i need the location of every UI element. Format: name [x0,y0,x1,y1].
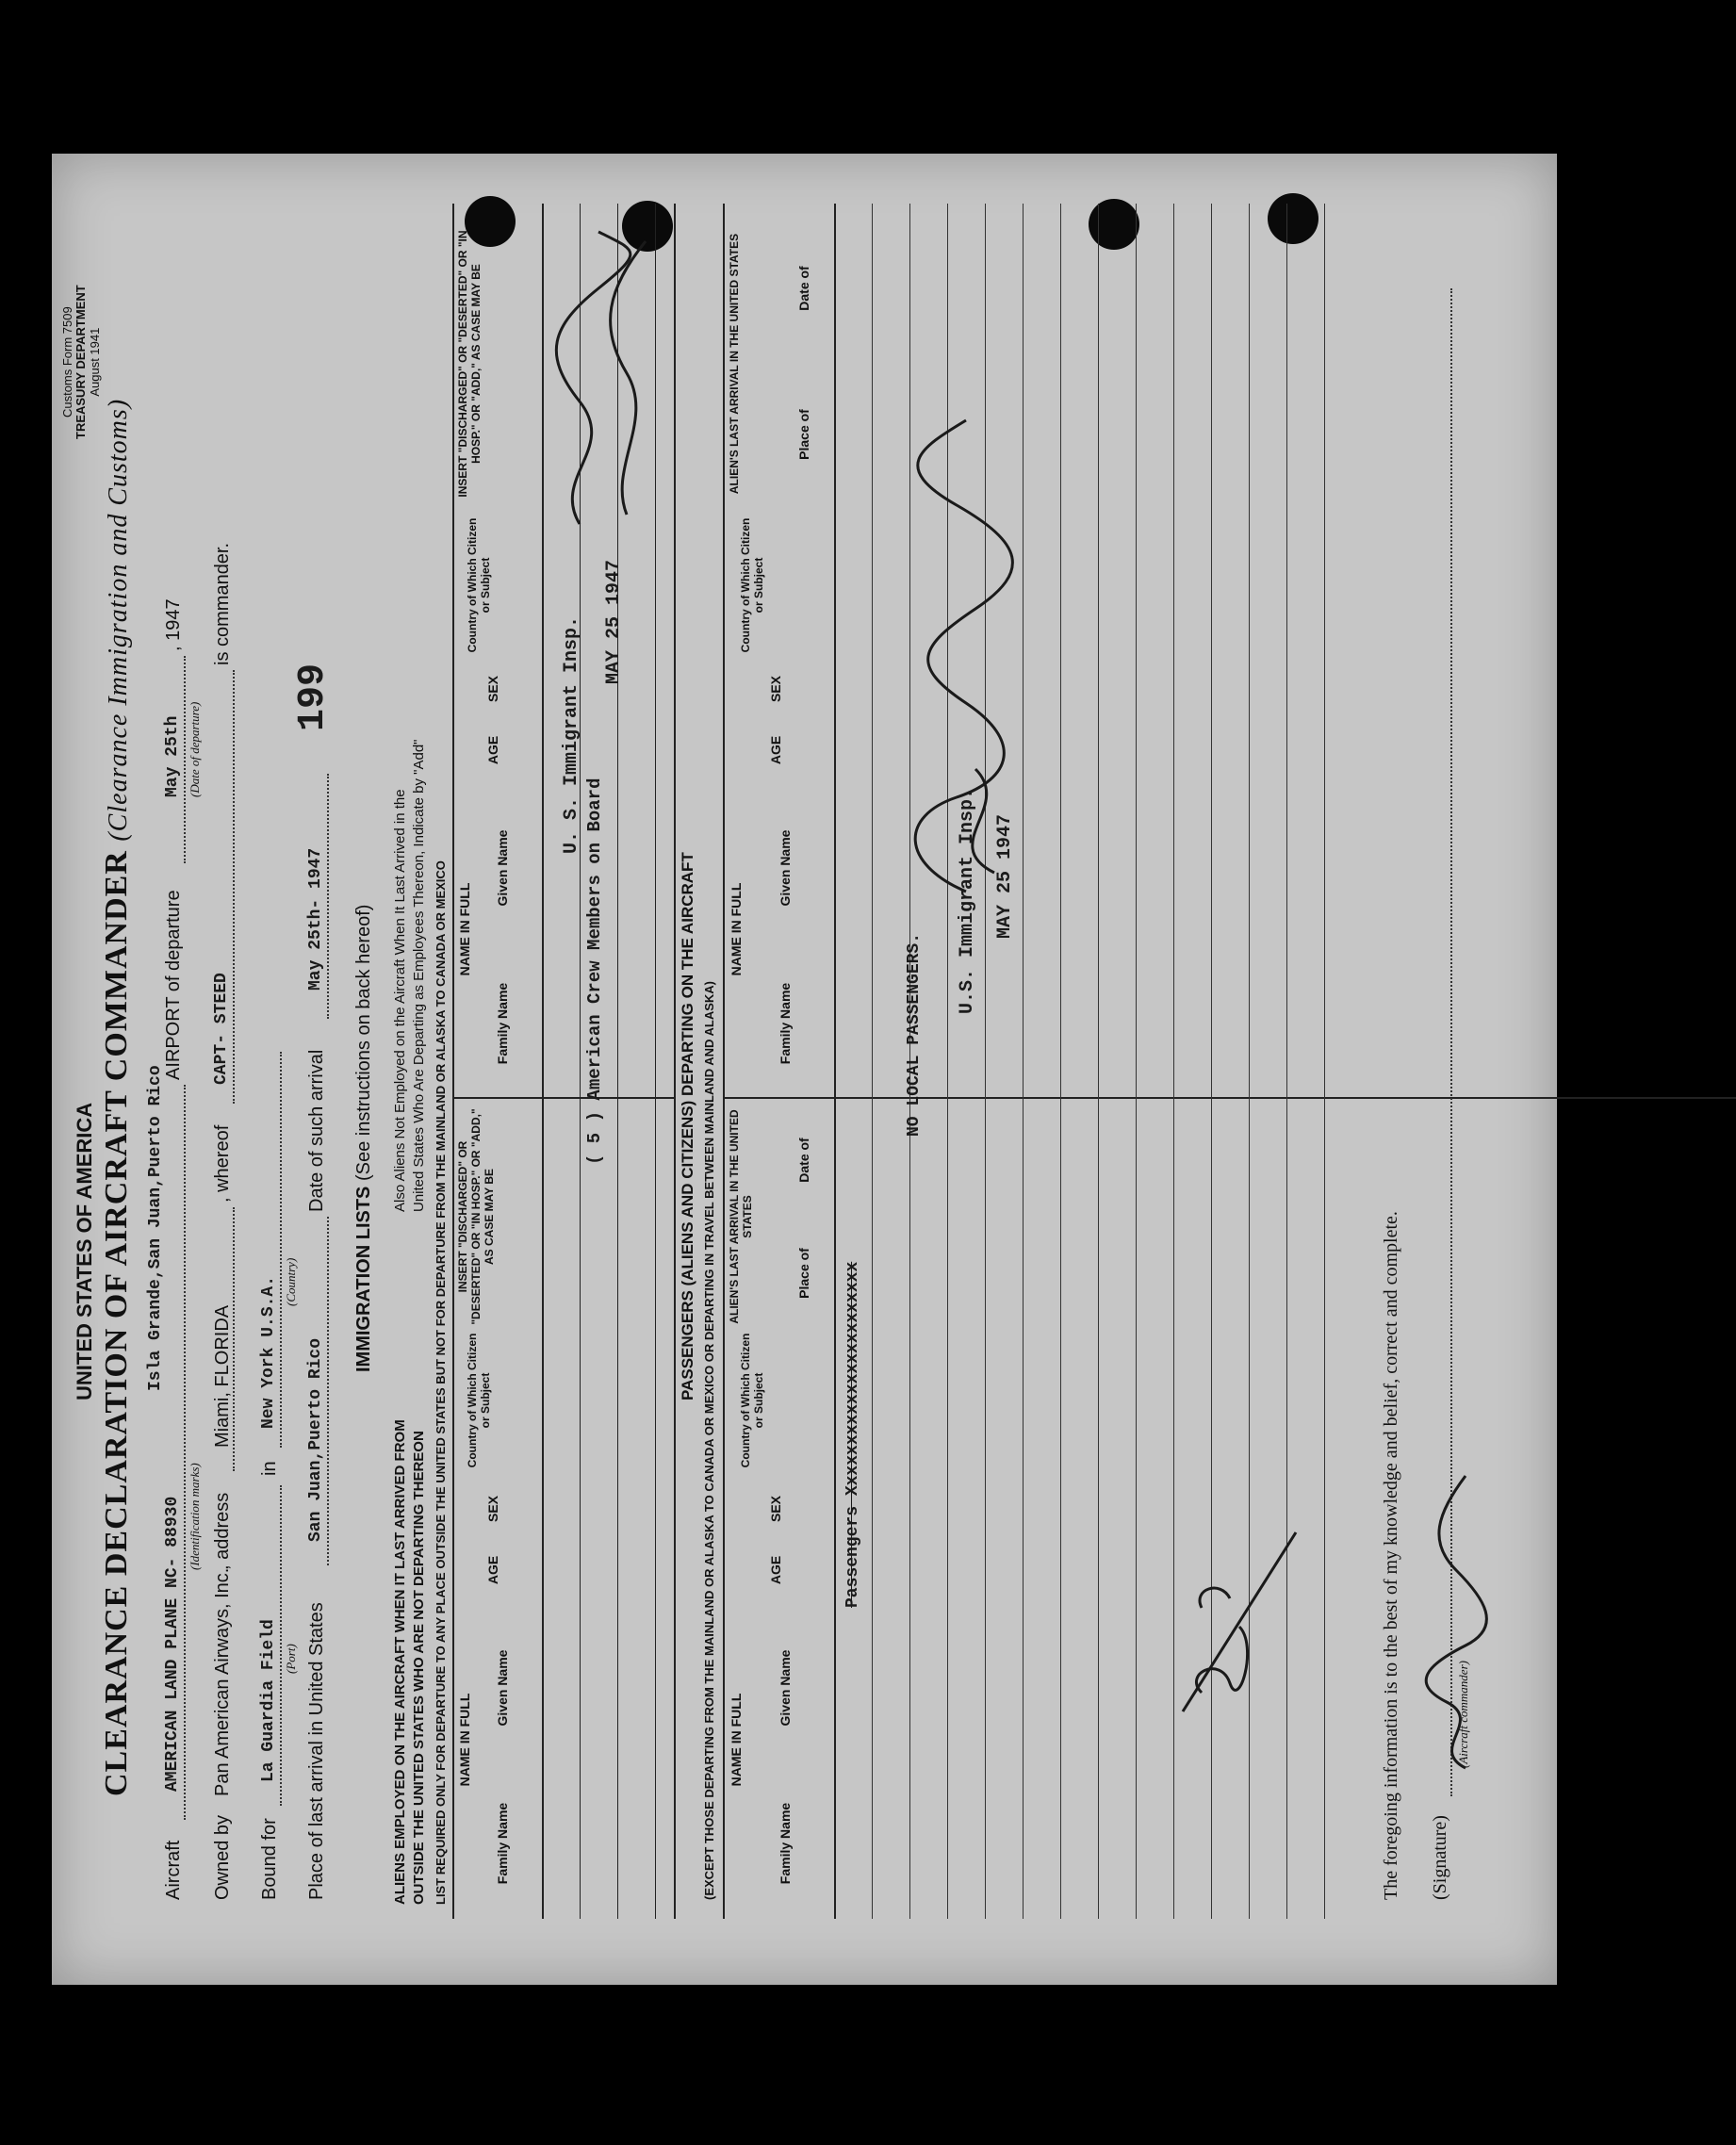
commander-value: CAPT- STEED [212,973,231,1085]
pax2-age-header: AGE [768,735,783,765]
crew-given-header: Given Name [495,1649,510,1727]
crew2-given-header: Given Name [495,829,510,907]
country-heading: UNITED STATES OF AMERICA [73,1102,96,1400]
inspector-signature [881,411,1051,901]
crew-right-instructions: Also Aliens Not Employed on the Aircraft When It Last Arrived in the United States Who Are Departing as Employees Thereon, Indicate by "Add" [392,739,428,1212]
whereof-label: , whereof [212,1124,233,1203]
pax2-sex-header: SEX [768,676,783,703]
commander-signature [1418,1466,1494,1777]
crew-country-header: Country of Which Citizen or Subject [466,1333,492,1468]
owner-label: Owned by [212,1814,233,1900]
passengers-title: PASSENGERS (ALIENS AND CITIZENS) DEPARTING ON THE AIRCRAFT [679,852,696,1400]
date-stamp-1: MAY 25 1947 [603,559,625,684]
last-arrival-label: Place of last arrival in United States [306,1602,327,1900]
country-caption: (Country) [284,1257,298,1306]
owner-value: Pan American Airways, Inc. [212,1567,233,1796]
no-local-passengers: NO LOCAL PASSENGERS. [905,932,924,1137]
last-arrival-value: San Juan,Puerto Rico [306,1337,325,1542]
crew2-sex-header: SEX [485,676,500,703]
inspector-stamp-1: U. S. Immigrant Insp. [561,615,582,854]
port-value: La Guardia Field [259,1619,278,1782]
address-label: , address [212,1492,233,1570]
pax2-country-header: Country of Which Citizen or Subject [739,517,765,653]
crew-left-instructions: ALIENS EMPLOYED ON THE AIRCRAFT WHEN IT LAST ARRIVED FROM OUTSIDE THE UNITED STATES WHO ARE NOT DEPARTING THEREON [392,1419,428,1905]
country-value: New York U.S.A. [259,1275,278,1429]
form-id: Customs Form 7509 TREASURY DEPARTMENT August 1941 [60,285,102,439]
immigration-lists-heading: IMMIGRATION LISTS (See instructions on back hereof) [353,904,374,1372]
pax-last-arrival-header: ALIEN'S LAST ARRIVAL IN THE UNITED STATES [728,1109,754,1324]
handwritten-tally [1164,1514,1315,1721]
crew-age-header: AGE [485,1555,500,1585]
inspector-stamp-2: U.S. Immigrant Insp. [957,787,978,1014]
port-caption: (Port) [284,1644,298,1674]
pax-sex-header: SEX [768,1496,783,1523]
crew-typed-entry: ( 5 ) American Crew Members on Board [584,778,605,1165]
rotated-form [52,154,1557,1985]
signature-caption: (Aircraft commander) [1456,1661,1470,1768]
pax-age-header: AGE [768,1555,783,1585]
aircraft-value: AMERICAN LAND PLANE NC- 88930 [163,1496,182,1792]
table-row-rule [1098,204,1099,1919]
pax2-name-header: NAME IN FULL [729,882,744,976]
departure-year: , 1947 [163,598,184,651]
pax-date-header: Date of [796,1138,811,1183]
form-title: CLEARANCE DECLARATION OF AIRCRAFT COMMANDER (Clearance Immigration and Customs) [99,398,134,1796]
bound-in-label: in [259,1461,280,1476]
pax-family-header: Family Name [778,1802,793,1885]
crew-family-header: Family Name [495,1802,510,1885]
arrival-date-value: May 25th- 1947 [306,847,325,991]
crew2-age-header: AGE [485,735,500,765]
crew-annotation-scribble [542,222,693,533]
signature-label: (Signature) [1430,1815,1450,1900]
date-stamp-2: MAY 25 1947 [994,813,1016,939]
aircraft-caption: (Identification marks) [188,1463,202,1570]
pax-place-header: Place of [796,1248,811,1299]
departure-date-caption: (Date of departure) [188,701,202,797]
pax2-place-header: Place of [796,409,811,460]
table-row-rule [1060,204,1061,1919]
stamp-number: 199 [292,663,335,731]
commander-suffix: is commander. [212,542,233,665]
arrival-date-label: Date of such arrival [306,1049,327,1212]
pax2-family-header: Family Name [778,982,793,1065]
passengers-subtitle: (EXCEPT THOSE DEPARTING FROM THE MAINLAND OR ALASKA TO CANADA OR MEXICO OR DEPARTING IN TRAVEL BETWEEN MAINLAND AND ALASKA) [702,981,716,1900]
pax-given-header: Given Name [778,1649,793,1727]
passenger-struck-entry: Passengers Xxxxxxxxxxxxxxxxxxxxxxx [843,1261,862,1608]
table-row-rule [872,204,873,1919]
crew2-country-header: Country of Which Citizen or Subject [466,517,492,653]
form-sheet [52,154,1557,1985]
aircraft-label: Aircraft [163,1840,184,1900]
crew-list-requirement: LIST REQUIRED ONLY FOR DEPARTURE TO ANY PLACE OUTSIDE THE UNITED STATES BUT NOT FOR DEPARTURE FROM THE MAINLAND OR ALASKA TO CANADA OR MEXICO [434,860,448,1905]
departure-date: May 25th [163,715,182,797]
departure-place: Isla Grande,San Juan,Puerto Rico [146,1065,165,1391]
crew-sex-header: SEX [485,1496,500,1523]
pax2-last-arrival-header: ALIEN'S LAST ARRIVAL IN THE UNITED STATES [728,233,741,495]
crew2-name-header: NAME IN FULL [457,882,472,976]
pax2-given-header: Given Name [778,829,793,907]
table-row-rule [1324,204,1325,1919]
crew2-insert-header: INSERT "DISCHARGED" OR "DESERTED" OR "IN HOSP." OR "ADD," AS CASE MAY BE [456,230,483,498]
crew-insert-header: INSERT "DISCHARGED" OR "DESERTED" OR "IN HOSP." OR "ADD," AS CASE MAY BE [456,1108,496,1325]
pax2-date-header: Date of [796,266,811,311]
bound-label: Bound for [259,1818,280,1900]
certification-text: The foregoing information is to the best of my knowledge and belief, correct and complete. [1381,1211,1401,1900]
table-row-rule [1136,204,1137,1919]
address-value: Miami, FLORIDA [212,1304,233,1448]
crew2-family-header: Family Name [495,982,510,1065]
pax-name-header: NAME IN FULL [729,1693,744,1787]
crew-name-header: NAME IN FULL [457,1693,472,1787]
airport-label: AIRPORT of departure [163,890,184,1080]
pax-country-header: Country of Which Citizen or Subject [739,1333,765,1468]
